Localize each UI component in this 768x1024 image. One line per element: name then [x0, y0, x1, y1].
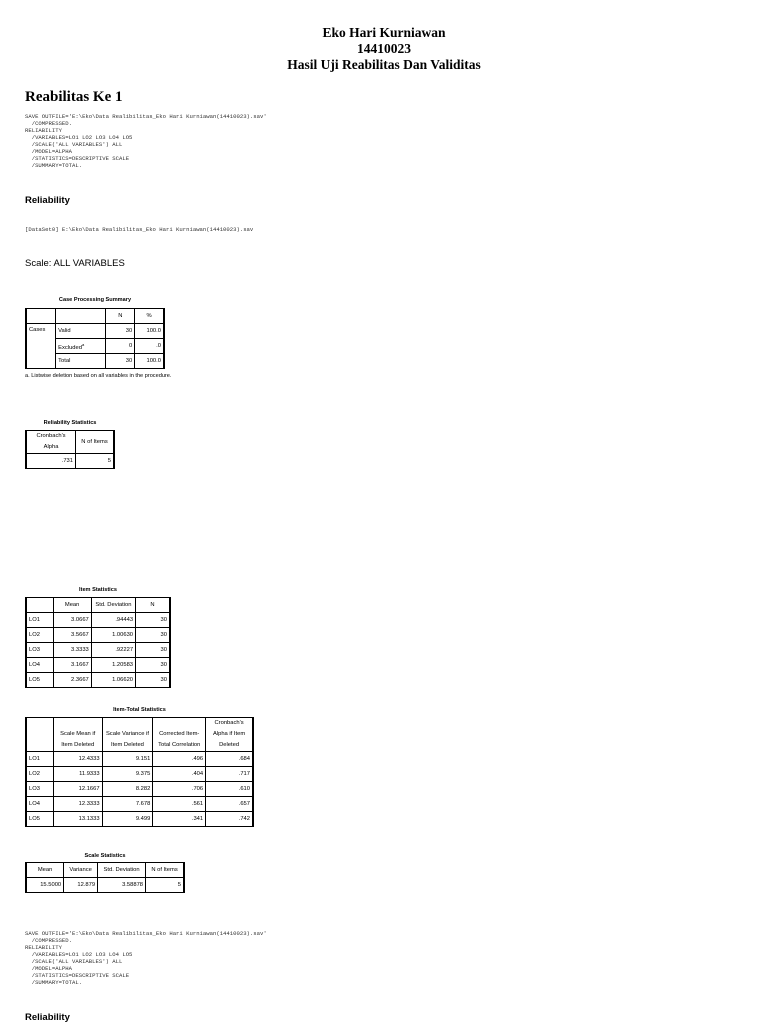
footnote-marker: a: [81, 341, 85, 347]
row-label: [56, 339, 106, 354]
table-header-row: [26, 718, 253, 752]
dataset-line: [DataSet0] E:\Eko\Data Realibilitas_Eko Hari Kurniawan(14410023).sav: [25, 226, 254, 233]
header-cell: Std. Deviation: [98, 863, 146, 878]
header-cell: Std. Deviation: [91, 598, 135, 613]
data-cell: 13.1333: [53, 812, 102, 827]
author-name: Eko Hari Kurniawan: [322, 25, 446, 40]
row-label: Total: [56, 354, 106, 369]
header-cell: Mean: [26, 863, 64, 878]
data-cell: 30: [106, 354, 135, 369]
reliability-stats-title: Reliability Statistics: [43, 420, 97, 426]
row-label: LO1: [26, 613, 53, 628]
row-label: LO5: [26, 673, 53, 688]
table-row: [26, 782, 253, 797]
header-cell: Scale Mean if Item Deleted: [53, 718, 102, 752]
table-row: [26, 767, 253, 782]
table-row: [26, 878, 184, 893]
item-stats-title: Item Statistics: [79, 587, 117, 593]
data-cell: 3.5667: [53, 628, 91, 643]
data-cell: 12.1667: [53, 782, 102, 797]
data-cell: .706: [153, 782, 206, 797]
table-row: [26, 752, 253, 767]
row-label: Valid: [56, 324, 106, 339]
header-cell: Variance: [64, 863, 98, 878]
row-label: LO3: [26, 782, 53, 797]
row-label: LO2: [26, 628, 53, 643]
item-total-title: Item-Total Statistics: [113, 707, 166, 713]
header-cell: [26, 309, 56, 324]
data-cell: 30: [136, 673, 170, 688]
data-cell: 9.375: [102, 767, 153, 782]
data-cell: .731: [26, 454, 76, 469]
header-cell: %: [135, 309, 164, 324]
header-cell: Cronbach's Alpha if Item Deleted: [206, 718, 253, 752]
data-cell: .92227: [91, 643, 135, 658]
data-cell: 12.879: [64, 878, 98, 893]
data-cell: 12.3333: [53, 797, 102, 812]
data-cell: 5: [76, 454, 114, 469]
data-cell: 5: [146, 878, 184, 893]
table-row: [26, 658, 170, 673]
table-row: [26, 454, 114, 469]
data-cell: 1.00630: [91, 628, 135, 643]
header-cell: [26, 598, 53, 613]
scale-stats-table: [25, 862, 185, 893]
student-id: 14410023: [357, 41, 411, 56]
data-cell: 0: [106, 339, 135, 354]
data-cell: .496: [153, 752, 206, 767]
header-cell: Corrected Item-Total Correlation: [153, 718, 206, 752]
data-cell: .684: [206, 752, 253, 767]
reliability-stats-table: [25, 430, 115, 469]
header-cell: [26, 718, 53, 752]
header-cell: N: [136, 598, 170, 613]
table-header-row: [26, 598, 170, 613]
syntax-block: SAVE OUTFILE='E:\Eko\Data Realibilitas_Eko Hari Kurniawan(14410023).sav' /COMPRESSED. RELIABILITY /VARIABLES=LO1 LO2 LO3 LO4 LO5 /SCALE('ALL VARIABLES') ALL /MODEL=ALPHA /STATISTICS=DESCRIPTIVE SCALE /SUMMARY=TOTAL.: [25, 113, 267, 169]
data-cell: 2.3667: [53, 673, 91, 688]
data-cell: 100.0: [135, 354, 164, 369]
data-cell: 15.5000: [26, 878, 64, 893]
table-row: [26, 673, 170, 688]
item-total-table: [25, 717, 254, 827]
data-cell: 30: [136, 658, 170, 673]
table-header-row: [26, 863, 184, 878]
row-label: LO1: [26, 752, 53, 767]
data-cell: 3.0667: [53, 613, 91, 628]
table-row: [26, 628, 170, 643]
table-row: [26, 797, 253, 812]
data-cell: 3.1667: [53, 658, 91, 673]
data-cell: .717: [206, 767, 253, 782]
data-cell: 7.678: [102, 797, 153, 812]
section-title: Reabilitas Ke 1: [25, 89, 123, 105]
table-header-row: [26, 431, 114, 454]
data-cell: .404: [153, 767, 206, 782]
case-processing-title: Case Processing Summary: [58, 297, 132, 303]
row-label: LO4: [26, 658, 53, 673]
case-processing-footnote: a. Listwise deletion based on all variables in the procedure.: [25, 373, 172, 379]
data-cell: .657: [206, 797, 253, 812]
syntax-block-2: SAVE OUTFILE='E:\Eko\Data Realibilitas_Eko Hari Kurniawan(14410023).sav' /COMPRESSED. RELIABILITY /VARIABLES=LO1 LO2 LO3 LO4 LO5 /SCALE('ALL VARIABLES') ALL /MODEL=ALPHA /STATISTICS=DESCRIPTIVE SCALE /SUMMARY=TOTAL.: [25, 930, 267, 986]
table-row: [26, 613, 170, 628]
row-label: LO2: [26, 767, 53, 782]
row-label: LO5: [26, 812, 53, 827]
data-cell: 12.4333: [53, 752, 102, 767]
data-cell: 3.3333: [53, 643, 91, 658]
item-stats-table: [25, 597, 171, 688]
reliability-heading: Reliability: [25, 195, 70, 206]
data-cell: 30: [136, 643, 170, 658]
reliability-heading-2: Reliability: [25, 1012, 70, 1023]
row-label-text: Excluded: [58, 344, 82, 351]
data-cell: .561: [153, 797, 206, 812]
data-cell: 1.20583: [91, 658, 135, 673]
data-cell: 30: [106, 324, 135, 339]
data-cell: 30: [136, 628, 170, 643]
header-cell: [56, 309, 106, 324]
header-cell: N of Items: [76, 431, 114, 454]
data-cell: .0: [135, 339, 164, 354]
data-cell: .742: [206, 812, 253, 827]
data-cell: .94443: [91, 613, 135, 628]
data-cell: 8.282: [102, 782, 153, 797]
row-group-label: Cases: [26, 324, 56, 369]
table-row: [26, 324, 164, 339]
document-title: Hasil Uji Reabilitas Dan Validitas: [287, 57, 481, 72]
data-cell: 30: [136, 613, 170, 628]
scale-heading: Scale: ALL VARIABLES: [25, 258, 125, 269]
header-cell: Cronbach's Alpha: [26, 431, 76, 454]
table-header-row: [26, 309, 164, 324]
data-cell: 1.06620: [91, 673, 135, 688]
data-cell: 11.9333: [53, 767, 102, 782]
table-row: [26, 643, 170, 658]
header-cell: N: [106, 309, 135, 324]
data-cell: .610: [206, 782, 253, 797]
data-cell: 3.58878: [98, 878, 146, 893]
table-row: [26, 812, 253, 827]
row-label: LO4: [26, 797, 53, 812]
header-cell: N of Items: [146, 863, 184, 878]
data-cell: 9.151: [102, 752, 153, 767]
header-cell: Scale Variance if Item Deleted: [102, 718, 153, 752]
data-cell: 9.499: [102, 812, 153, 827]
scale-stats-title: Scale Statistics: [84, 853, 126, 859]
data-cell: 100.0: [135, 324, 164, 339]
data-cell: .341: [153, 812, 206, 827]
case-processing-table: [25, 308, 165, 369]
header-cell: Mean: [53, 598, 91, 613]
row-label: LO3: [26, 643, 53, 658]
